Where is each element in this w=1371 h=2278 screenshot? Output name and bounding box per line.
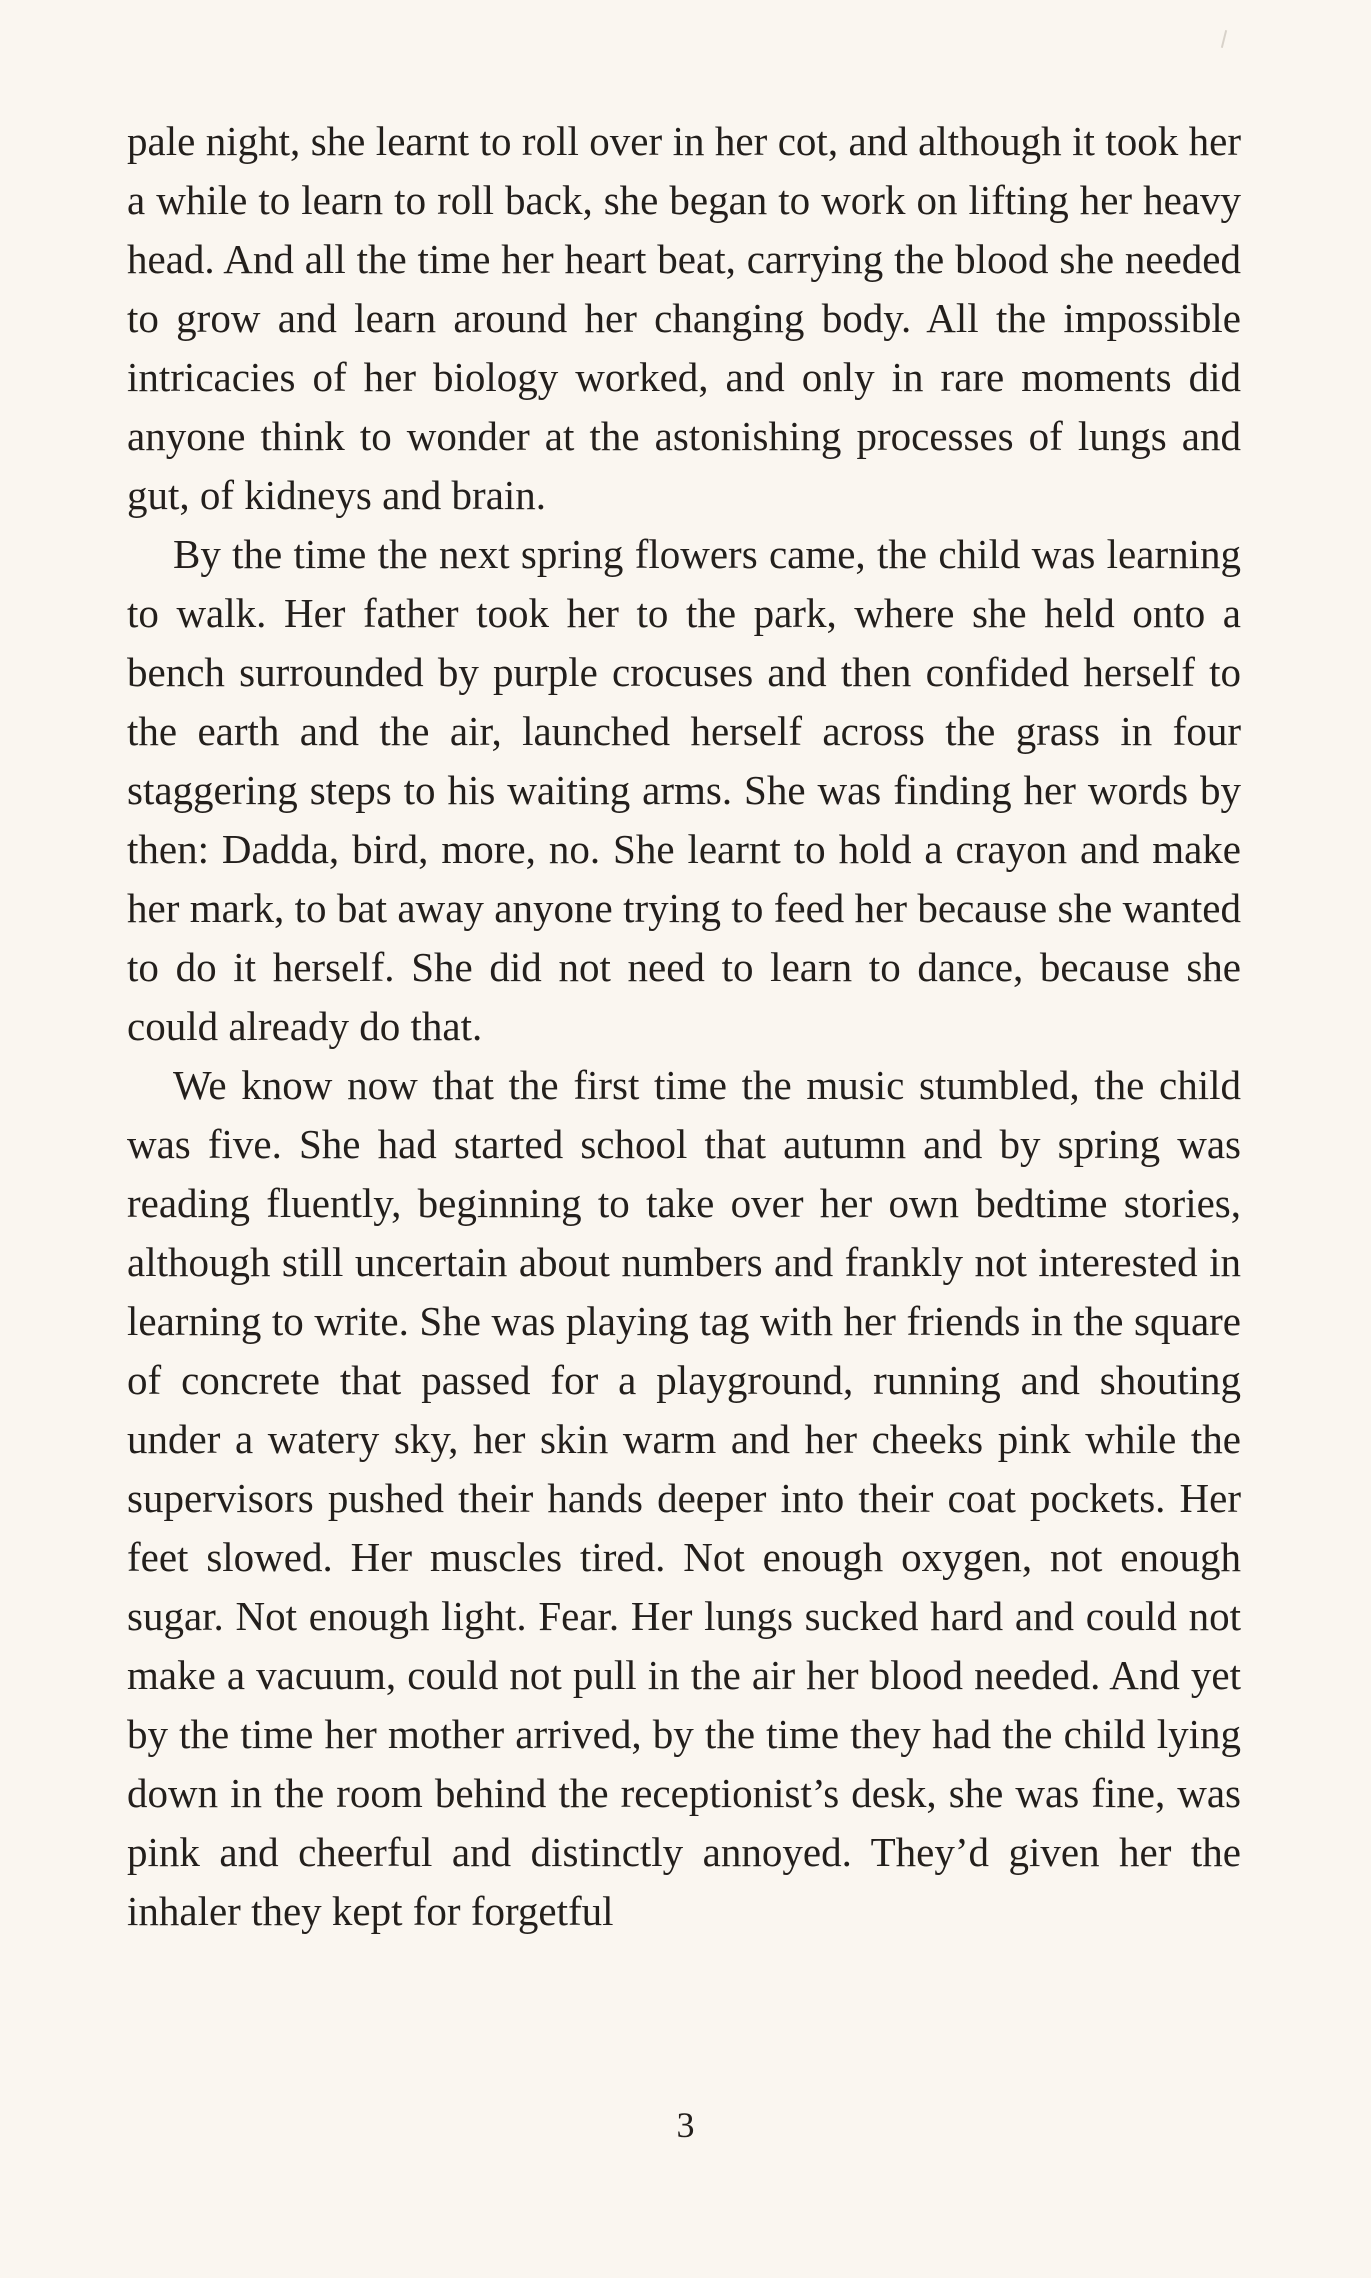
edge-mark <box>1221 30 1227 48</box>
paragraph-continuation: pale night, she learnt to roll over in her cot, and although it took her a while to learn to roll back, she began to work on lifting her heavy head. And all the time her heart beat, carrying the blood she needed to grow and learn around her changing body. All the impossible intricacies of her biology worked, and only in rare moments did anyone think to wonder at the astonishing processes of lungs and gut, of kidneys and brain. <box>127 118 1241 518</box>
page-number: 3 <box>676 2105 695 2145</box>
body-text <box>127 112 1241 1941</box>
paragraph-spring: By the time the next spring flowers came, the child was learning to walk. Her father took her to the park, where she held onto a bench surrounded by purple crocuses and then confided herself to the earth and the air, launched herself across the grass in four staggering steps to his waiting arms. She was finding her words by then: Dadda, bird, more, no. She learnt to hold a crayon and make her mark, to bat away anyone trying to feed her because she wanted to do it herself. She did not need to learn to dance, because she could already do that. <box>127 531 1241 1049</box>
paragraph-music-stumbled: We know now that the first time the music stumbled, the child was five. She had started school that autumn and by spring was reading fluently, beginning to take over her own bedtime stories, although still uncertain about numbers and frankly not interested in learning to write. She was playing tag with her friends in the square of concrete that passed for a playground, running and shouting under a watery sky, her skin warm and her cheeks pink while the supervisors pushed their hands deeper into their coat pockets. Her feet slowed. Her muscles tired. Not enough oxygen, not enough sugar. Not enough light. Fear. Her lungs sucked hard and could not make a vacuum, could not pull in the air her blood needed. And yet by the time her mother arrived, by the time they had the child lying down in the room behind the receptionist’s desk, she was fine, was pink and cheerful and distinctly annoyed. They’d given her the inhaler they kept for forgetful <box>127 1062 1241 1934</box>
